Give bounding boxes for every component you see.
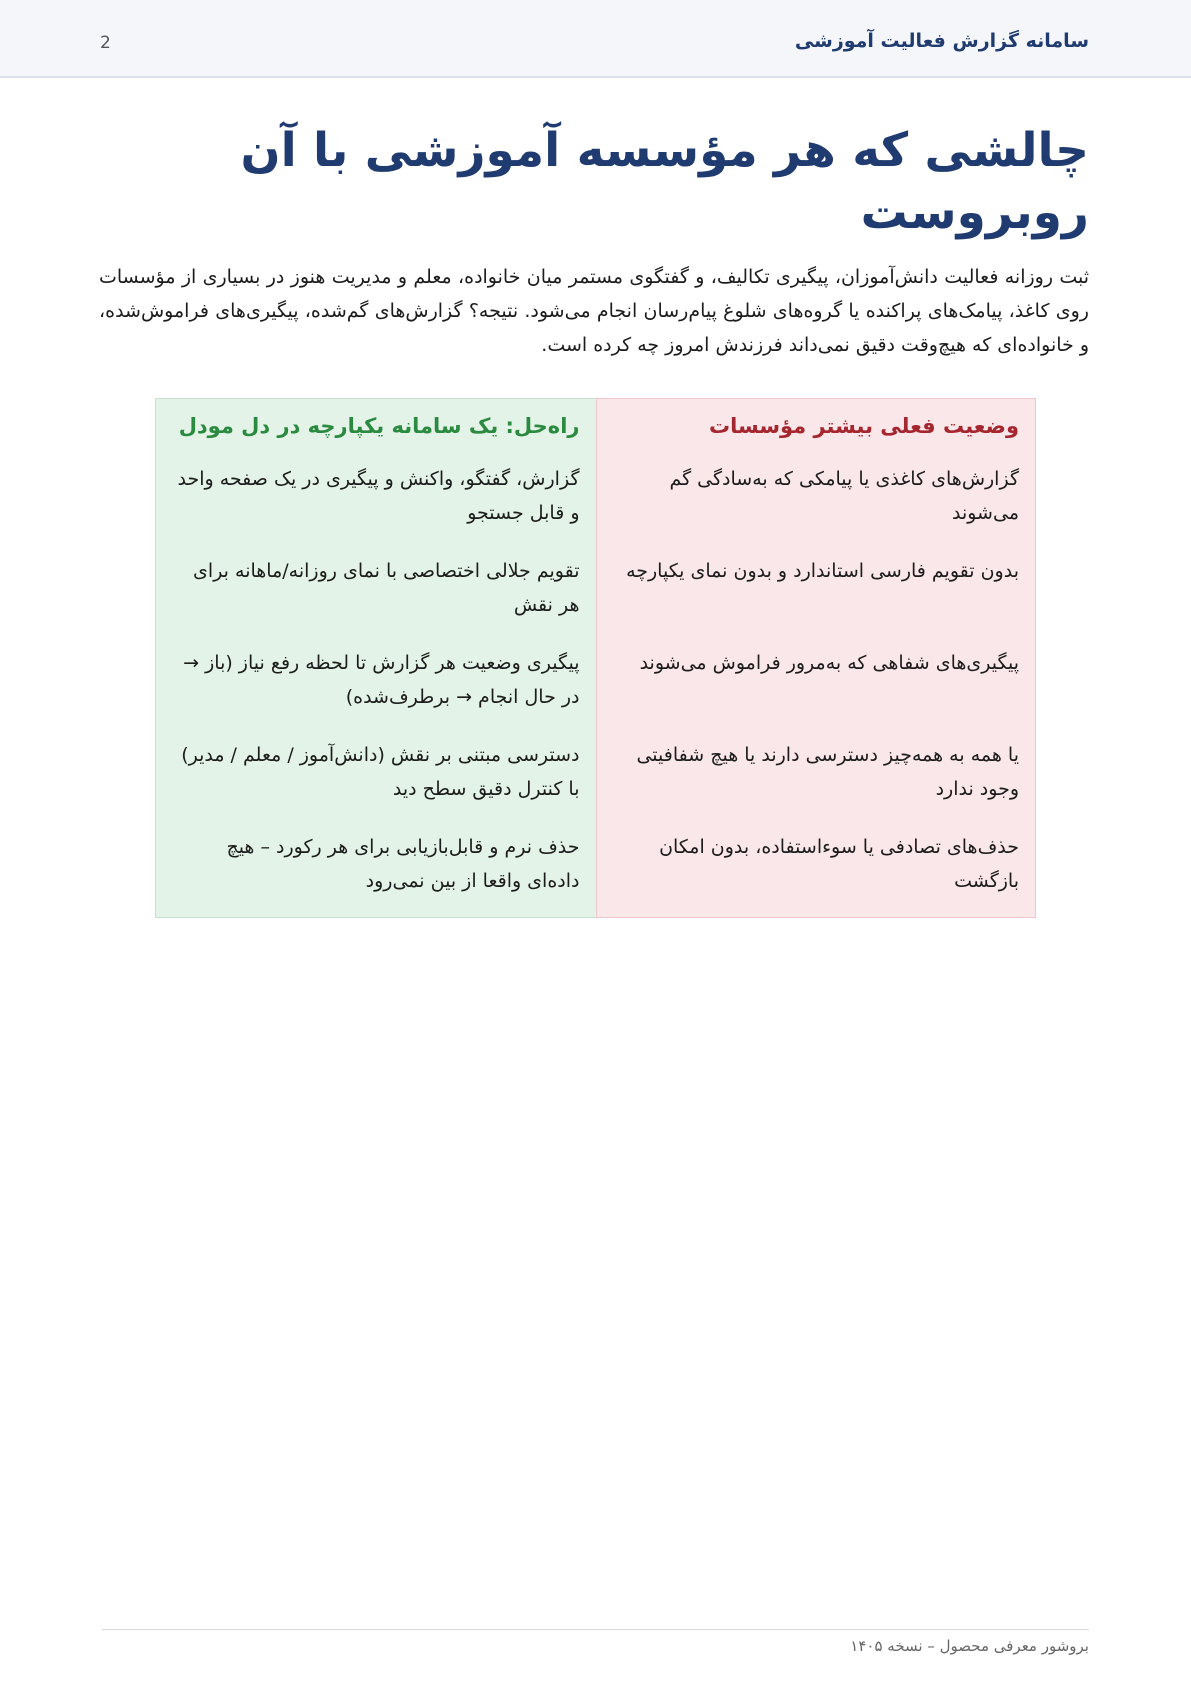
problem-column	[596, 398, 1037, 918]
problem-item: پیگیری‌های شفاهی که به‌مرور فراموش می‌شوند	[639, 652, 1019, 674]
solution-heading: راه‌حل: یک سامانه یکپارچه در دل مودل	[178, 414, 580, 438]
page-header	[0, 0, 1191, 78]
problem-item: حذف‌های تصادفی یا سوءاستفاده، بدون امکان بازگشت	[659, 836, 1019, 892]
problem-item: یا همه به همه‌چیز دسترسی دارند یا هیچ شفافیتی وجود ندارد	[636, 744, 1019, 800]
problem-heading: وضعیت فعلی بیشتر مؤسسات	[709, 414, 1019, 438]
header-title: سامانه گزارش فعالیت آموزشی	[794, 30, 1089, 52]
footer-text: بروشور معرفی محصول – نسخه ۱۴۰۵	[850, 1637, 1089, 1655]
solution-item: دسترسی مبتنی بر نقش (دانش‌آموز / معلم / مدیر) با کنترل دقیق سطح دید	[181, 744, 580, 800]
solution-column	[155, 398, 596, 918]
problem-item: گزارش‌های کاغذی یا پیامکی که به‌سادگی گم می‌شوند	[669, 468, 1019, 524]
page-title: چالشی که هر مؤسسه آموزشی با آن روبروست	[240, 123, 1089, 240]
solution-item: گزارش، گفتگو، واکنش و پیگیری در یک صفحه واحد و قابل جستجو	[177, 468, 580, 524]
intro-paragraph: ثبت روزانه فعالیت دانش‌آموزان، پیگیری تکالیف، و گفتگوی مستمر میان خانواده، معلم و مدیریت هنوز در بسیاری از مؤسسات روی کاغذ، پیامک‌های پراکنده یا گروه‌های شلوغ پیام‌رسان انجام می‌شود. نتیجه؟ گزارش‌های گم‌شده، پیگیری‌های فراموش‌شده، و خانواده‌ای که هیچ‌وقت دقیق نمی‌داند فرزندش امروز چه کرده است.	[99, 266, 1089, 356]
solution-item: حذف نرم و قابل‌بازیابی برای هر رکورد – هیچ داده‌ای واقعا از بین نمی‌رود	[226, 836, 580, 892]
solution-item: تقویم جلالی اختصاصی با نمای روزانه/ماهانه برای هر نقش	[193, 560, 580, 616]
problem-item: بدون تقویم فارسی استاندارد و بدون نمای یکپارچه	[626, 560, 1019, 582]
solution-item: پیگیری وضعیت هر گزارش تا لحظه رفع نیاز (باز → در حال انجام → برطرف‌شده)	[183, 652, 580, 708]
solution-list	[172, 462, 580, 898]
footer-divider	[102, 1629, 1089, 1630]
comparison-table	[155, 398, 1036, 918]
page-number: 2	[100, 33, 111, 53]
problem-list	[613, 462, 1020, 898]
